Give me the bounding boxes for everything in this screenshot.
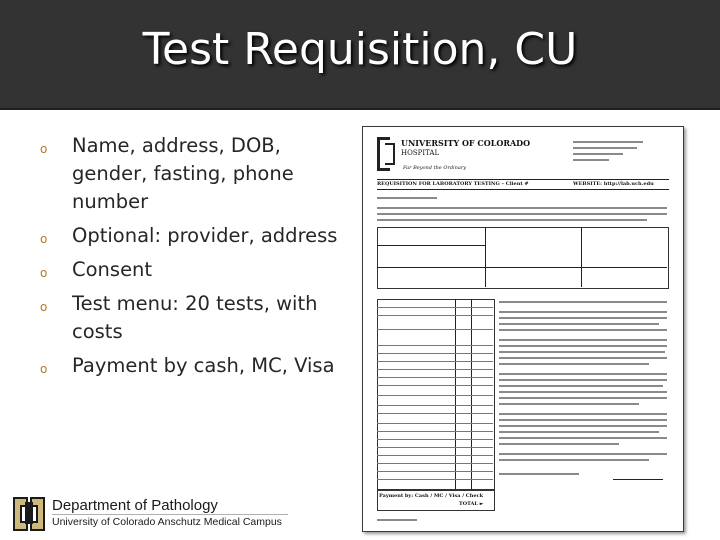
bullet-list (40, 132, 345, 386)
bullet-text: Payment by cash, MC, Visa (72, 354, 335, 377)
form-rule (377, 245, 485, 246)
bullet-marker-icon: o (40, 362, 48, 376)
bullet-marker-icon: o (40, 266, 48, 280)
form-requisition-heading: REQUISITION FOR LABORATORY TESTING – Client # (377, 181, 529, 187)
form-rule (581, 227, 582, 287)
form-total: TOTAL ► (459, 501, 484, 507)
title-band (0, 0, 720, 110)
bullet-marker-icon: o (40, 232, 48, 246)
form-text-line (377, 197, 437, 199)
form-text-line (377, 207, 667, 209)
form-university: UNIVERSITY OF COLORADO (401, 138, 531, 148)
bullet-text: Consent (72, 258, 153, 281)
bullet-item (40, 290, 345, 346)
bullet-item (40, 132, 345, 216)
form-rule (377, 189, 669, 190)
bullet-item (40, 256, 345, 284)
form-lab-address (573, 139, 643, 161)
bullet-text: Optional: provider, address (72, 224, 338, 247)
form-signature-line (613, 479, 663, 480)
department-name: Department of Pathology (52, 497, 218, 514)
form-tagline: Far Beyond the Ordinary (403, 165, 467, 171)
form-rule (377, 179, 669, 180)
form-consent-text (499, 301, 667, 303)
form-hospital: HOSPITAL (401, 149, 440, 157)
bullet-text: Name, address, DOB, gender, fasting, phone number (72, 134, 294, 213)
requisition-form-image (362, 126, 684, 532)
form-logo-inner-icon (385, 143, 395, 165)
campus-name: University of Colorado Anschutz Medical Campus (52, 516, 282, 528)
form-footer-code (377, 519, 417, 521)
bullet-text: Test menu: 20 tests, with costs (72, 292, 318, 343)
form-rule (485, 227, 486, 287)
form-payment-line: Payment by: Cash / MC / Visa / Check (379, 493, 484, 499)
footer-divider (52, 514, 288, 515)
bullet-item (40, 352, 345, 380)
bullet-marker-icon: o (40, 300, 48, 314)
form-rule (377, 267, 667, 268)
form-rule (455, 299, 456, 489)
form-text-line (377, 219, 647, 221)
form-rule (471, 299, 472, 489)
slide-title: Test Requisition, CU (142, 24, 578, 75)
cu-logo-icon (12, 496, 46, 532)
form-patient-info-box (377, 227, 669, 289)
form-website: WEBSITE: http://lab.uch.edu (573, 181, 654, 187)
bullet-marker-icon: o (40, 142, 48, 156)
form-text-line (377, 213, 667, 215)
bullet-item (40, 222, 345, 250)
